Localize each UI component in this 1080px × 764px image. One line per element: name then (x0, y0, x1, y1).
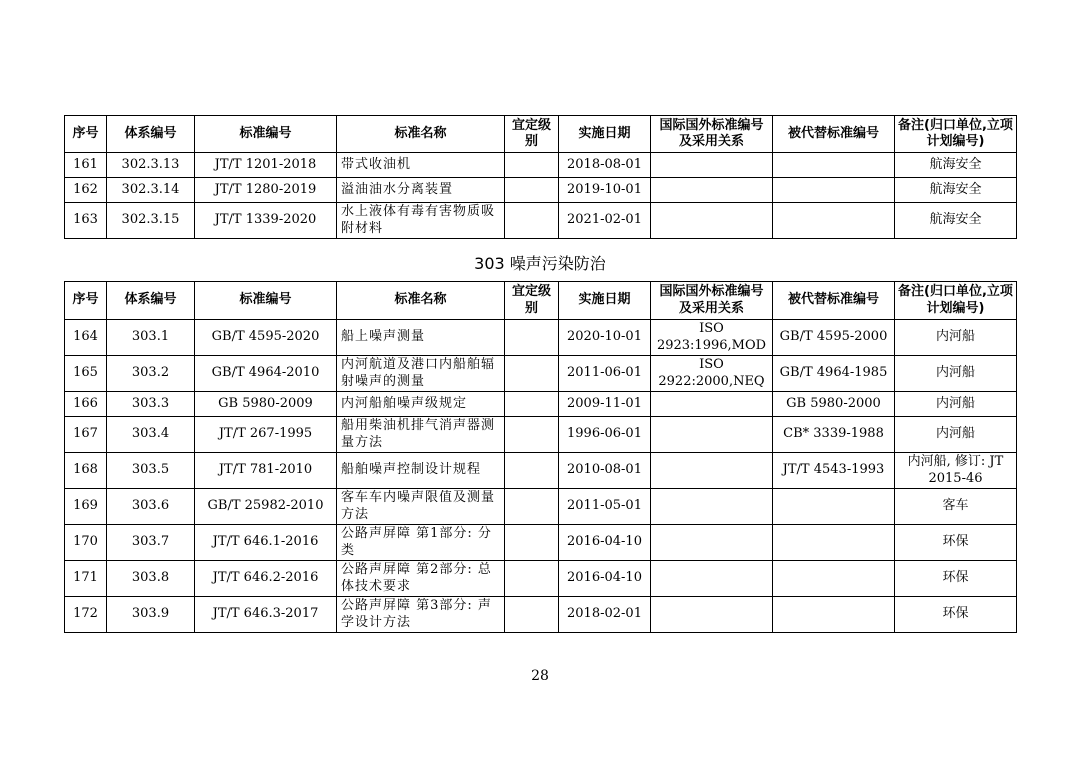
date-cell: 2009-11-01 (559, 392, 651, 417)
seq-cell: 165 (65, 356, 107, 392)
date-cell: 2016-04-10 (559, 561, 651, 597)
date-cell: 2011-05-01 (559, 489, 651, 525)
standard-code-cell: JT/T 1280-2019 (195, 178, 337, 203)
remark-cell: 环保 (895, 597, 1017, 633)
level-cell (505, 356, 559, 392)
header-level: 宜定级别 (505, 116, 559, 153)
replaced-standard-cell: JT/T 4543-1993 (773, 453, 895, 489)
standard-code-cell: JT/T 1339-2020 (195, 203, 337, 239)
seq-cell: 168 (65, 453, 107, 489)
table-row (65, 417, 1017, 453)
level-cell (505, 597, 559, 633)
level-cell (505, 489, 559, 525)
intl-standard-cell (651, 453, 773, 489)
system-code-cell: 303.8 (107, 561, 195, 597)
standard-name-cell: 船舶噪声控制设计规程 (337, 453, 505, 489)
standard-code-cell: JT/T 267-1995 (195, 417, 337, 453)
table-row (65, 525, 1017, 561)
replaced-standard-cell (773, 597, 895, 633)
level-cell (505, 178, 559, 203)
replaced-standard-cell (773, 203, 895, 239)
header-remark: 备注(归口单位,立项计划编号) (895, 116, 1017, 153)
table-row (65, 489, 1017, 525)
level-cell (505, 153, 559, 178)
system-code-cell: 303.5 (107, 453, 195, 489)
date-cell: 2011-06-01 (559, 356, 651, 392)
date-cell: 2010-08-01 (559, 453, 651, 489)
remark-cell: 内河船 (895, 320, 1017, 356)
system-code-cell: 302.3.15 (107, 203, 195, 239)
header-date: 实施日期 (559, 116, 651, 153)
intl-standard-cell: ISO 2922:2000,NEQ (651, 356, 773, 392)
standard-code-cell: JT/T 646.1-2016 (195, 525, 337, 561)
seq-cell: 164 (65, 320, 107, 356)
seq-cell: 169 (65, 489, 107, 525)
standard-name-cell: 船上噪声测量 (337, 320, 505, 356)
remark-cell: 环保 (895, 561, 1017, 597)
standard-name-cell: 船用柴油机排气消声器测量方法 (337, 417, 505, 453)
system-code-cell: 303.3 (107, 392, 195, 417)
header-standard-code: 标准编号 (195, 116, 337, 153)
section-title: 303 噪声污染防治 (474, 254, 606, 273)
intl-standard-cell (651, 525, 773, 561)
table-row (65, 178, 1017, 203)
standard-code-cell: JT/T 781-2010 (195, 453, 337, 489)
system-code-cell: 303.1 (107, 320, 195, 356)
remark-cell: 内河船, 修订: JT 2015-46 (895, 453, 1017, 489)
date-cell: 2016-04-10 (559, 525, 651, 561)
replaced-standard-cell: GB/T 4964-1985 (773, 356, 895, 392)
replaced-standard-cell (773, 489, 895, 525)
standard-name-cell: 溢油油水分离装置 (337, 178, 505, 203)
intl-standard-cell (651, 203, 773, 239)
remark-cell: 内河船 (895, 392, 1017, 417)
page-number: 28 (531, 668, 549, 684)
date-cell: 2018-02-01 (559, 597, 651, 633)
standard-code-cell: JT/T 646.3-2017 (195, 597, 337, 633)
intl-standard-cell (651, 597, 773, 633)
standard-name-cell: 带式收油机 (337, 153, 505, 178)
date-cell: 2019-10-01 (559, 178, 651, 203)
remark-cell: 航海安全 (895, 178, 1017, 203)
date-cell: 2020-10-01 (559, 320, 651, 356)
header-system-code: 体系编号 (107, 282, 195, 320)
remark-cell: 内河船 (895, 417, 1017, 453)
header-remark: 备注(归口单位,立项计划编号) (895, 282, 1017, 320)
header-row (65, 282, 1017, 320)
standards-table-302 (64, 115, 1017, 239)
intl-standard-cell (651, 489, 773, 525)
table-row (65, 320, 1017, 356)
standard-name-cell: 客车车内噪声限值及测量方法 (337, 489, 505, 525)
seq-cell: 163 (65, 203, 107, 239)
level-cell (505, 203, 559, 239)
seq-cell: 166 (65, 392, 107, 417)
standard-name-cell: 内河航道及港口内船舶辐射噪声的测量 (337, 356, 505, 392)
header-seq: 序号 (65, 282, 107, 320)
intl-standard-cell (651, 561, 773, 597)
replaced-standard-cell: CB* 3339-1988 (773, 417, 895, 453)
standard-name-cell: 内河船舶噪声级规定 (337, 392, 505, 417)
level-cell (505, 525, 559, 561)
system-code-cell: 303.6 (107, 489, 195, 525)
table-row (65, 153, 1017, 178)
level-cell (505, 453, 559, 489)
level-cell (505, 320, 559, 356)
standard-name-cell: 公路声屏障 第3部分: 声学设计方法 (337, 597, 505, 633)
system-code-cell: 303.2 (107, 356, 195, 392)
header-system-code: 体系编号 (107, 116, 195, 153)
level-cell (505, 561, 559, 597)
header-level: 宜定级别 (505, 282, 559, 320)
replaced-standard-cell (773, 178, 895, 203)
remark-cell: 客车 (895, 489, 1017, 525)
intl-standard-cell (651, 178, 773, 203)
replaced-standard-cell: GB/T 4595-2000 (773, 320, 895, 356)
standard-code-cell: GB/T 4964-2010 (195, 356, 337, 392)
table-row (65, 453, 1017, 489)
header-row (65, 116, 1017, 153)
standard-name-cell: 公路声屏障 第1部分: 分类 (337, 525, 505, 561)
remark-cell: 航海安全 (895, 153, 1017, 178)
intl-standard-cell: ISO 2923:1996,MOD (651, 320, 773, 356)
intl-standard-cell (651, 153, 773, 178)
date-cell: 2018-08-01 (559, 153, 651, 178)
replaced-standard-cell (773, 153, 895, 178)
system-code-cell: 303.4 (107, 417, 195, 453)
system-code-cell: 303.9 (107, 597, 195, 633)
level-cell (505, 392, 559, 417)
system-code-cell: 302.3.14 (107, 178, 195, 203)
remark-cell: 环保 (895, 525, 1017, 561)
header-date: 实施日期 (559, 282, 651, 320)
replaced-standard-cell (773, 525, 895, 561)
table-row (65, 597, 1017, 633)
header-intl-standard: 国际国外标准编号及采用关系 (651, 116, 773, 153)
seq-cell: 161 (65, 153, 107, 178)
standard-name-cell: 公路声屏障 第2部分: 总体技术要求 (337, 561, 505, 597)
header-seq: 序号 (65, 116, 107, 153)
standard-name-cell: 水上液体有毒有害物质吸附材料 (337, 203, 505, 239)
system-code-cell: 302.3.13 (107, 153, 195, 178)
intl-standard-cell (651, 417, 773, 453)
table-row (65, 356, 1017, 392)
standards-table-303 (64, 281, 1017, 633)
remark-cell: 内河船 (895, 356, 1017, 392)
standard-code-cell: GB/T 4595-2020 (195, 320, 337, 356)
replaced-standard-cell (773, 561, 895, 597)
intl-standard-cell (651, 392, 773, 417)
header-replaced-standard: 被代替标准编号 (773, 116, 895, 153)
level-cell (505, 417, 559, 453)
date-cell: 2021-02-01 (559, 203, 651, 239)
standard-code-cell: GB/T 25982-2010 (195, 489, 337, 525)
header-standard-name: 标准名称 (337, 282, 505, 320)
remark-cell: 航海安全 (895, 203, 1017, 239)
seq-cell: 162 (65, 178, 107, 203)
header-standard-name: 标准名称 (337, 116, 505, 153)
seq-cell: 171 (65, 561, 107, 597)
system-code-cell: 303.7 (107, 525, 195, 561)
header-replaced-standard: 被代替标准编号 (773, 282, 895, 320)
standard-code-cell: JT/T 646.2-2016 (195, 561, 337, 597)
standard-code-cell: GB 5980-2009 (195, 392, 337, 417)
table-row (65, 561, 1017, 597)
standard-code-cell: JT/T 1201-2018 (195, 153, 337, 178)
header-standard-code: 标准编号 (195, 282, 337, 320)
table-row (65, 392, 1017, 417)
replaced-standard-cell: GB 5980-2000 (773, 392, 895, 417)
date-cell: 1996-06-01 (559, 417, 651, 453)
header-intl-standard: 国际国外标准编号及采用关系 (651, 282, 773, 320)
table-row (65, 203, 1017, 239)
seq-cell: 167 (65, 417, 107, 453)
seq-cell: 172 (65, 597, 107, 633)
seq-cell: 170 (65, 525, 107, 561)
